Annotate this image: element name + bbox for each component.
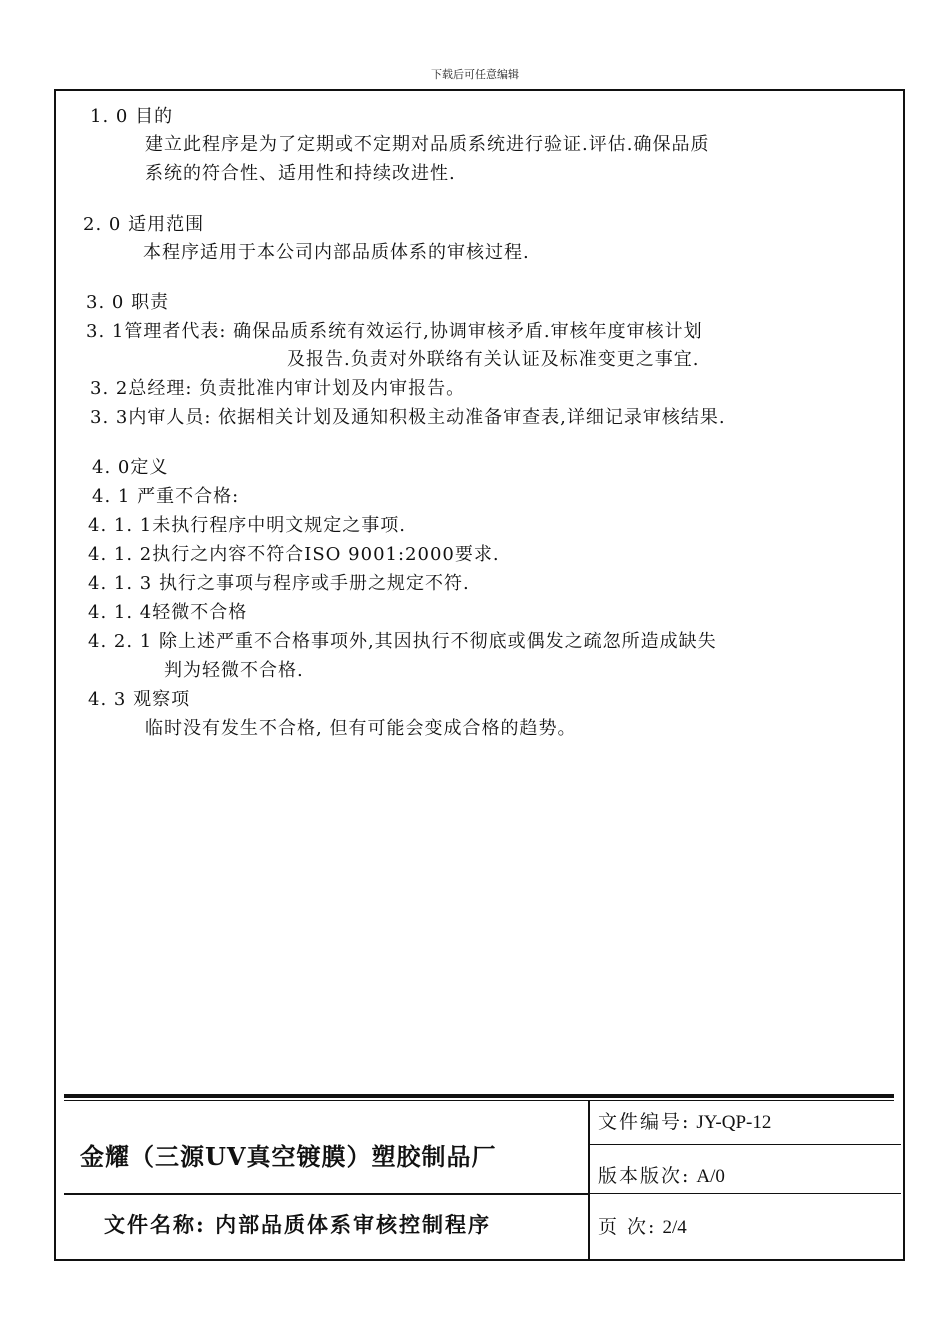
section-4-1-1-text: 4. 1. 1未执行程序中明文规定之事项.	[88, 515, 406, 536]
section-4-heading: 4. 0定义	[92, 457, 169, 478]
footer-divider-left	[64, 1193, 588, 1195]
section-4-1-4-text: 4. 1. 4轻微不合格	[88, 602, 248, 623]
footer-rule-thick	[64, 1094, 894, 1098]
section-3-heading: 3. 0 职责	[86, 292, 170, 313]
section-4-2-1-text-2: 判为轻微不合格.	[164, 660, 304, 681]
section-2-heading: 2. 0 适用范围	[83, 214, 205, 235]
doc-number-label: 文件编号:	[598, 1111, 691, 1133]
header-note: 下载后可任意编辑	[431, 68, 519, 81]
footer-divider-right-2	[590, 1193, 901, 1194]
section-4-1-heading: 4. 1 严重不合格:	[92, 486, 240, 507]
version-row	[598, 1161, 725, 1188]
section-1-heading: 1. 0 目的	[90, 106, 174, 127]
page-value: 2/4	[662, 1217, 687, 1238]
section-3-1-text-2: 及报告.负责对外联络有关认证及标准变更之事宜.	[287, 349, 700, 370]
footer-table	[64, 1101, 901, 1261]
company-name: 金耀（三源UV真空镀膜）塑胶制品厂	[80, 1142, 497, 1171]
footer-divider-right-1	[590, 1144, 901, 1145]
version-value: A/0	[696, 1166, 725, 1187]
page-label: 页 次:	[598, 1216, 657, 1238]
section-3-3-text: 3. 3内审人员: 依据相关计划及通知积极主动准备审查表,详细记录审核结果.	[90, 407, 726, 428]
section-1-text-1: 建立此程序是为了定期或不定期对品质系统进行验证.评估.确保品质	[145, 134, 710, 155]
document-name: 文件名称: 内部品质体系审核控制程序	[104, 1212, 492, 1237]
page-row	[598, 1212, 687, 1239]
section-4-3-heading: 4. 3 观察项	[88, 689, 191, 710]
section-4-2-1-text-1: 4. 2. 1 除上述严重不合格事项外,其因执行不彻底或偶发之疏忽所造成缺失	[88, 631, 717, 652]
doc-number-value: JY-QP-12	[696, 1112, 772, 1133]
doc-number-row	[598, 1107, 771, 1134]
section-3-2-text: 3. 2总经理: 负责批准内审计划及内审报告。	[90, 378, 466, 399]
section-3-1-text-1: 3. 1管理者代表: 确保品质系统有效运行,协调审核矛盾.审核年度审核计划	[86, 321, 703, 342]
section-4-3-text: 临时没有发生不合格, 但有可能会变成合格的趋势。	[145, 718, 577, 739]
section-4-1-2-text: 4. 1. 2执行之内容不符合ISO 9001:2000要求.	[88, 544, 500, 565]
section-1-text-2: 系统的符合性、适用性和持续改进性.	[145, 163, 456, 184]
section-4-1-3-text: 4. 1. 3 执行之事项与程序或手册之规定不符.	[88, 573, 470, 594]
section-2-text: 本程序适用于本公司内部品质体系的审核过程.	[143, 242, 530, 263]
footer-divider-vertical	[588, 1101, 590, 1261]
version-label: 版本版次:	[598, 1165, 691, 1187]
